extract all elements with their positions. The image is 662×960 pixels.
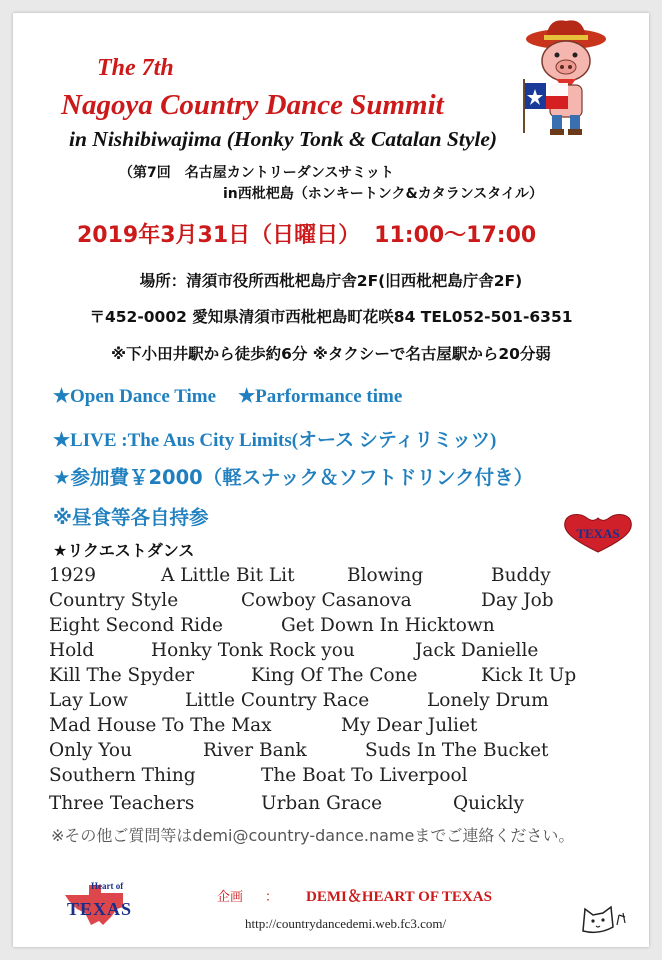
dance-name: Day Job (481, 590, 554, 611)
dance-name: A Little Bit Lit (161, 565, 295, 586)
flyer-sheet (13, 13, 649, 947)
dance-row (49, 565, 619, 590)
dance-row (49, 715, 619, 740)
organizer-name: DEMI＆HEART OF TEXAS (306, 889, 492, 905)
feature-line-dance-times (53, 385, 402, 408)
svg-text:TEXAS: TEXAS (576, 526, 620, 541)
dance-name: Kick It Up (481, 665, 577, 686)
dance-name: Mad House To The Max (49, 715, 272, 736)
dance-row (49, 640, 619, 665)
cowboy-pig-mascot-icon (520, 17, 612, 137)
heart-of-texas-logo (59, 879, 149, 929)
event-date: 2019年3月31日（日曜日） (77, 223, 361, 248)
dance-name: Country Style (49, 590, 179, 611)
dance-name: River Bank (203, 740, 307, 761)
japanese-title-line-2: in西枇杷島（ホンキートンク&カタランスタイル） (223, 186, 543, 202)
performance-time: ★Parformance time (238, 386, 403, 407)
contact-note: ※その他ご質問等はdemi@country-dance.nameまでご連絡ください。 (51, 826, 575, 845)
dance-name: 1929 (49, 565, 97, 586)
dance-name: Three Teachers (49, 793, 195, 814)
dance-row (49, 765, 619, 790)
dance-name: Lay Low (49, 690, 128, 711)
event-subtitle: in Nishibiwajima (Honky Tonk & Catalan Style) (69, 127, 498, 151)
venue-access: ※下小田井駅から徒歩約6分 ※タクシーで名古屋駅から20分弱 (111, 345, 551, 363)
feature-lunch-note: ※昼食等各自持参 (53, 506, 209, 529)
event-time: 11:00～17:00 (374, 223, 537, 248)
logo-line-1: Heart of (91, 881, 124, 891)
dance-row (49, 615, 619, 640)
dance-row (49, 590, 619, 615)
dance-name: Blowing (347, 565, 424, 586)
dance-name: King Of The Cone (251, 665, 418, 686)
dance-name: My Dear Juliet (341, 715, 478, 736)
plan-label: 企画 (217, 890, 244, 905)
request-dance-heading: ★リクエストダンス (53, 541, 195, 560)
dance-name: Southern Thing (49, 765, 196, 786)
open-dance-time: ★Open Dance Time (53, 386, 217, 407)
edition-label: The 7th (97, 55, 174, 81)
dance-name: Lonely Drum (427, 690, 549, 711)
dance-row (49, 690, 619, 715)
organizer-line (217, 885, 492, 906)
feature-fee: ★参加費￥2000（軽スナック＆ソフトドリンク付き） (53, 466, 534, 489)
logo-line-2: TEXAS (67, 899, 133, 919)
venue-place: 場所：清須市役所西枇杷島庁舎2F(旧西枇杷島庁舎2F) (139, 272, 523, 290)
dance-name: Get Down In Hicktown (281, 615, 495, 636)
dance-name: Buddy (491, 565, 551, 586)
dance-name: Jack Danielle (415, 640, 539, 661)
dance-name: Hold (49, 640, 95, 661)
heart-of-texas-badge-icon (561, 512, 635, 554)
dance-name: Quickly (453, 793, 524, 814)
event-title: Nagoya Country Dance Summit (61, 89, 444, 121)
dance-name: Only You (49, 740, 132, 761)
venue-address: 〒452-0002 愛知県清須市西枇杷島町花咲84 TEL052-501-6351 (89, 308, 573, 326)
dance-name: Suds In The Bucket (365, 740, 549, 761)
request-dance-list (49, 565, 619, 818)
dance-name: Cowboy Casanova (241, 590, 412, 611)
dance-name: The Boat To Liverpool (261, 765, 468, 786)
feature-live-band: ★LIVE :The Aus City Limits(オース シティリミッツ) (53, 430, 497, 451)
website-link[interactable]: http://countrydancedemi.web.fc3.com/ (245, 916, 447, 931)
event-date-time (77, 218, 536, 249)
plan-colon: ： (265, 890, 279, 905)
dance-name: Eight Second Ride (49, 615, 223, 636)
dance-row (49, 740, 619, 765)
cat-doodle-icon (579, 901, 631, 937)
dance-name: Kill The Spyder (49, 665, 195, 686)
dance-name: Little Country Race (185, 690, 370, 711)
dance-row (49, 665, 619, 690)
dance-name: Honky Tonk Rock you (151, 640, 355, 661)
dance-name: Urban Grace (261, 793, 383, 814)
japanese-title-line-1: （第7回 名古屋カントリーダンスサミット (119, 165, 394, 181)
dance-row (49, 793, 619, 818)
